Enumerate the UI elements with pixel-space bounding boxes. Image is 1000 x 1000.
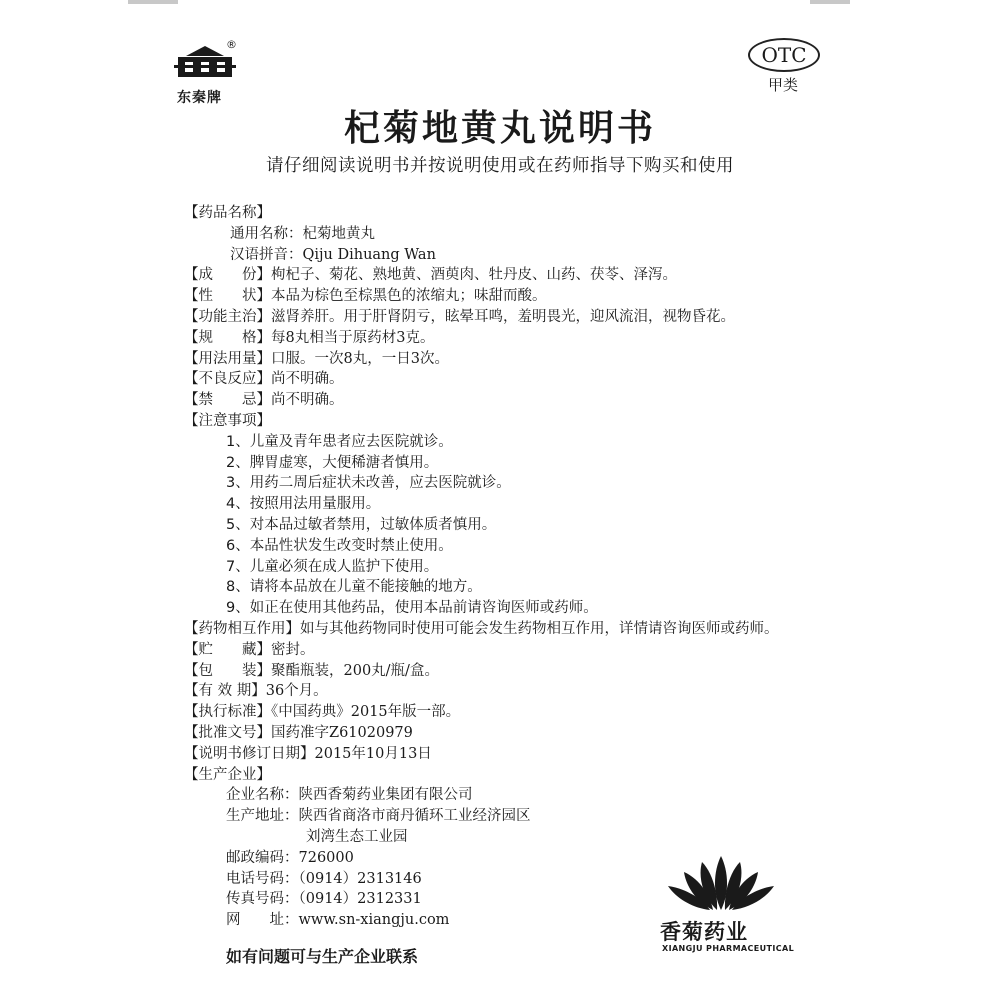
ingredients-value: 枸杞子、菊花、熟地黄、酒萸肉、牡丹皮、山药、茯苓、泽泻。 (271, 267, 677, 284)
brand-name: 东秦牌 (177, 90, 222, 106)
revision-value: 2015年10月13日 (314, 745, 432, 762)
revision-label: 【说明书修订日期】 (184, 745, 315, 762)
precaution-item: 4、按照用法用量服用。 (226, 496, 381, 513)
section-validity (184, 681, 994, 702)
otc-category: 甲类 (768, 76, 799, 94)
section-adverse (184, 369, 994, 390)
instructions-body (184, 203, 994, 931)
approval-label: 【批准文号】 (184, 724, 271, 741)
company-logo (662, 852, 780, 912)
otc-badge: OTC (748, 38, 820, 72)
interaction-label: 【药物相互作用】 (184, 620, 300, 637)
validity-value: 36个月。 (265, 683, 328, 700)
spec-label: 【规 格】 (184, 329, 271, 346)
scan-edge-right (810, 0, 850, 4)
character-label: 【性 状】 (184, 288, 271, 305)
section-ingredients (184, 265, 994, 286)
usage-label: 【用法用量】 (184, 350, 271, 367)
function-label: 【功能主治】 (184, 308, 271, 325)
precaution-item: 5、对本品过敏者禁用，过敏体质者慎用。 (226, 516, 497, 533)
section-approval (184, 723, 994, 744)
validity-label: 【有 效 期】 (184, 683, 266, 700)
manufacturer-address-line2: 刘湾生态工业园 (306, 828, 408, 845)
section-revision (184, 744, 994, 765)
company-logo-name: 香菊药业 (660, 920, 748, 944)
manufacturer-website: 网 址：www.sn-xiangju.com (226, 912, 450, 929)
precaution-item: 8、请将本品放在儿童不能接触的地方。 (226, 579, 482, 596)
section-manufacturer: 【生产企业】 (184, 766, 271, 783)
interaction-value: 如与其他药物同时使用可能会发生药物相互作用，详情请咨询医师或药师。 (300, 620, 779, 637)
section-contra (184, 390, 994, 411)
generic-name: 通用名称：杞菊地黄丸 (230, 225, 375, 242)
storage-value: 密封。 (271, 641, 315, 658)
manufacturer-phone: 电话号码：（0914）2313146 (226, 870, 422, 887)
section-interaction (184, 619, 994, 640)
pinyin-name: 汉语拼音：Qiju Dihuang Wan (230, 246, 436, 263)
section-standard (184, 702, 994, 723)
contact-footer: 如有问题可与生产企业联系 (226, 947, 419, 966)
document-subtitle: 请仔细阅读说明书并按说明使用或在药师指导下购买和使用 (266, 156, 734, 176)
section-package (184, 661, 994, 682)
package-label: 【包 装】 (184, 662, 271, 679)
chrysanthemum-logo-icon (662, 852, 780, 912)
registered-mark: ® (226, 38, 237, 51)
manufacturer-address: 生产地址：陕西省商洛市商丹循环工业经济园区 (226, 808, 531, 825)
scan-edge-left (128, 0, 178, 4)
manufacturer-fax: 传真号码：（0914）2312331 (226, 891, 422, 908)
section-function (184, 307, 994, 328)
usage-value: 口服。一次8丸，一日3次。 (271, 350, 449, 367)
document-title: 杞菊地黄丸说明书 (343, 107, 656, 149)
section-drug-name: 【药品名称】 (184, 205, 271, 221)
precaution-item: 7、儿童必须在成人监护下使用。 (226, 558, 439, 575)
precaution-item: 1、儿童及青年患者应去医院就诊。 (226, 433, 453, 450)
contra-value: 尚不明确。 (271, 392, 344, 409)
adverse-value: 尚不明确。 (271, 371, 344, 388)
manufacturer-postcode: 邮政编码：726000 (226, 849, 354, 866)
section-spec (184, 328, 994, 349)
company-logo-english: XIANGJU PHARMACEUTICAL (662, 944, 795, 953)
precaution-item: 3、用药二周后症状未改善，应去医院就诊。 (226, 475, 511, 492)
storage-label: 【贮 藏】 (184, 641, 271, 658)
ingredients-label: 【成 份】 (184, 267, 271, 284)
approval-value: 国药准字Z61020979 (271, 724, 413, 741)
manufacturer-company: 企业名称：陕西香菊药业集团有限公司 (226, 787, 473, 804)
spec-value: 每8丸相当于原药材3克。 (271, 329, 435, 346)
function-value: 滋肾养肝。用于肝肾阴亏，眩晕耳鸣，羞明畏光，迎风流泪，视物昏花。 (271, 308, 735, 325)
precaution-item: 9、如正在使用其他药品，使用本品前请咨询医师或药师。 (226, 600, 598, 617)
section-precautions: 【注意事项】 (184, 412, 271, 429)
standard-value: 《中国药典》2015年版一部。 (271, 704, 461, 721)
section-usage (184, 349, 994, 370)
section-character (184, 286, 994, 307)
character-value: 本品为棕色至棕黑色的浓缩丸；味甜而酸。 (271, 288, 547, 305)
precaution-item: 2、脾胃虚寒，大便稀溏者慎用。 (226, 454, 439, 471)
package-value: 聚酯瓶装，200丸/瓶/盒。 (271, 662, 439, 679)
adverse-label: 【不良反应】 (184, 371, 271, 388)
section-storage (184, 640, 994, 661)
contra-label: 【禁 忌】 (184, 392, 271, 409)
precaution-item: 6、本品性状发生改变时禁止使用。 (226, 537, 453, 554)
standard-label: 【执行标准】 (184, 704, 271, 721)
